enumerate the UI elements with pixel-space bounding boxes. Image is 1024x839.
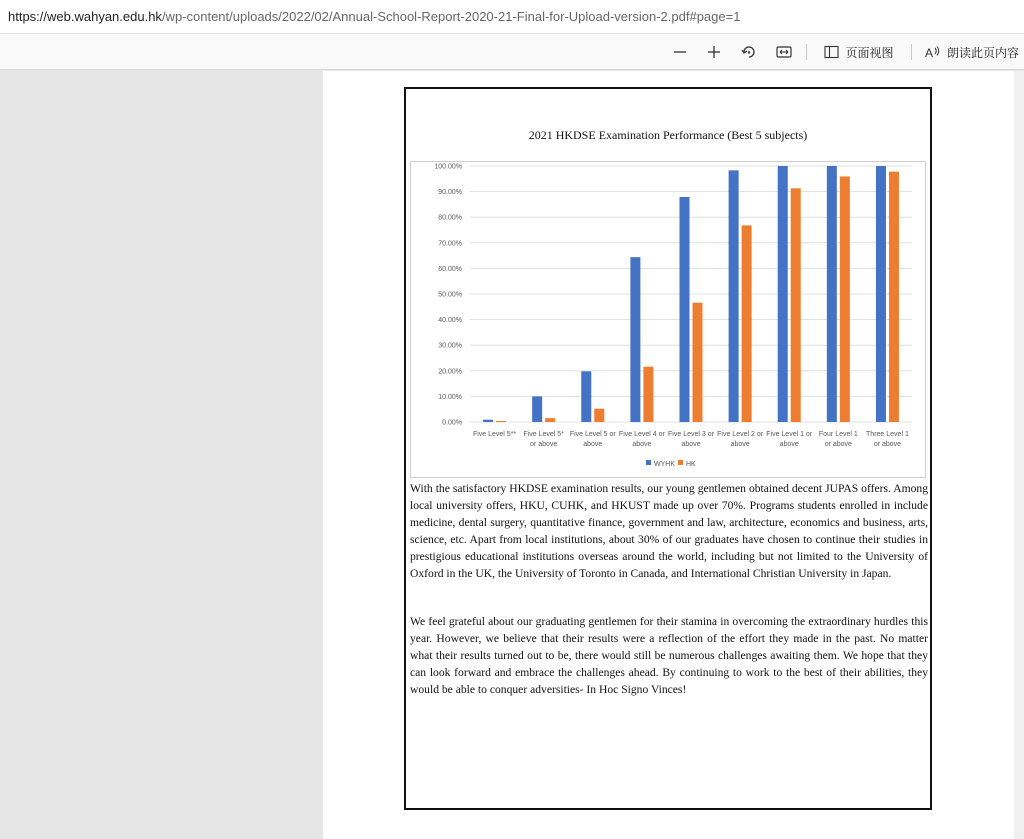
minus-icon: [673, 45, 687, 59]
y-tick-label: 50.00%: [438, 291, 462, 299]
toolbar-divider: [911, 44, 912, 60]
x-tick-label: above: [681, 441, 701, 448]
x-tick-label: Four Level 1: [818, 431, 858, 438]
y-tick-label: 80.00%: [438, 214, 462, 222]
x-tick-label: Three Level 1: [866, 431, 909, 438]
y-tick-label: 0.00%: [442, 419, 462, 427]
y-tick-label: 20.00%: [438, 368, 462, 376]
chart-title: 2021 HKDSE Examination Performance (Best 5 subjects): [528, 128, 808, 142]
y-tick-label: 100.00%: [434, 163, 462, 171]
page-view-label: 页面视图: [845, 45, 894, 60]
page-view-button[interactable]: [818, 34, 900, 70]
x-tick-label: Five Level 1 or: [766, 431, 813, 438]
fit-width-button[interactable]: [772, 34, 796, 70]
url-path: /wp-content/uploads/2022/02/Annual-School-Report-2020-21-Final-for-Upload-version-2.pdf#page=1: [161, 9, 741, 24]
x-tick-label: Five Level 5 or: [569, 431, 616, 438]
scrollbar-track[interactable]: [1014, 71, 1024, 839]
x-tick-label: above: [779, 441, 799, 448]
y-tick-label: 70.00%: [438, 240, 462, 248]
x-tick-label: or above: [530, 441, 558, 448]
pdf-toolbar: [0, 34, 1024, 70]
read-aloud-icon: [925, 45, 941, 59]
x-tick-label: above: [632, 441, 652, 448]
x-tick-label: Five Level 3 or: [668, 431, 714, 438]
paragraph-results: With the satisfactory HKDSE examination results, our young gentlemen obtained decent JUPAS offers. Among local university offers, HKU, CUHK, and HKUST made up over 70%. Programs students enrolled in include medicine, dental surgery, quantitative finance, government and law, architecture, economics and business, arts, science, etc. Apart from local institutions, about 30% of our graduates have chosen to continue their studies in prestigious educational institutions overseas around the world, including but not limited to the University of Oxford in the UK, the University of Toronto in Canada, and International Christian University in Japan.: [410, 482, 928, 581]
viewer-background: [0, 71, 323, 839]
address-bar[interactable]: [0, 0, 1024, 34]
x-tick-label: Five Level 4 or: [618, 431, 665, 438]
x-tick-label: or above: [873, 441, 902, 448]
x-tick-label: above: [583, 441, 603, 448]
read-aloud-label: 朗读此页内容: [947, 45, 1020, 60]
plus-icon: [707, 45, 721, 59]
y-tick-label: 90.00%: [438, 189, 462, 197]
zoom-in-button[interactable]: [702, 34, 726, 70]
y-tick-label: 30.00%: [438, 342, 462, 350]
toolbar-divider: [806, 44, 807, 60]
rotate-icon: [741, 44, 757, 60]
x-tick-label: above: [730, 441, 750, 448]
rotate-button[interactable]: [737, 34, 761, 70]
svg-text:A: A: [925, 46, 934, 59]
legend-label: HK: [686, 461, 696, 468]
legend-label: WYHK: [654, 461, 675, 468]
x-tick-label: or above: [824, 441, 852, 448]
zoom-out-button[interactable]: [668, 34, 692, 70]
page-view-icon: [824, 45, 839, 59]
paragraph-gratitude: We feel grateful about our graduating gentlemen for their stamina in overcoming the extraordinary hurdles this year. However, we believe that their results were a reflection of the effort they made in the past. No matter what their results turned out to be, there would still be numerous challenges awaiting them. We hope that they can look forward and embrace the challenges ahead. By continuing to work to the best of their abilities, they would be able to conquer adversities- In Hoc Signo Vinces!: [410, 615, 928, 697]
url-host: https://web.wahyan.edu.hk: [8, 9, 162, 24]
x-tick-label: Five Level 2 or: [717, 431, 764, 438]
fit-width-icon: [776, 45, 792, 59]
chart-area: [410, 161, 926, 478]
x-tick-label: Five Level 5*: [523, 431, 564, 438]
y-tick-label: 60.00%: [438, 265, 462, 273]
y-tick-label: 10.00%: [438, 393, 462, 401]
y-tick-label: 40.00%: [438, 317, 462, 325]
read-aloud-button[interactable]: [925, 34, 1024, 70]
x-tick-label: Five Level 5**: [472, 431, 517, 438]
